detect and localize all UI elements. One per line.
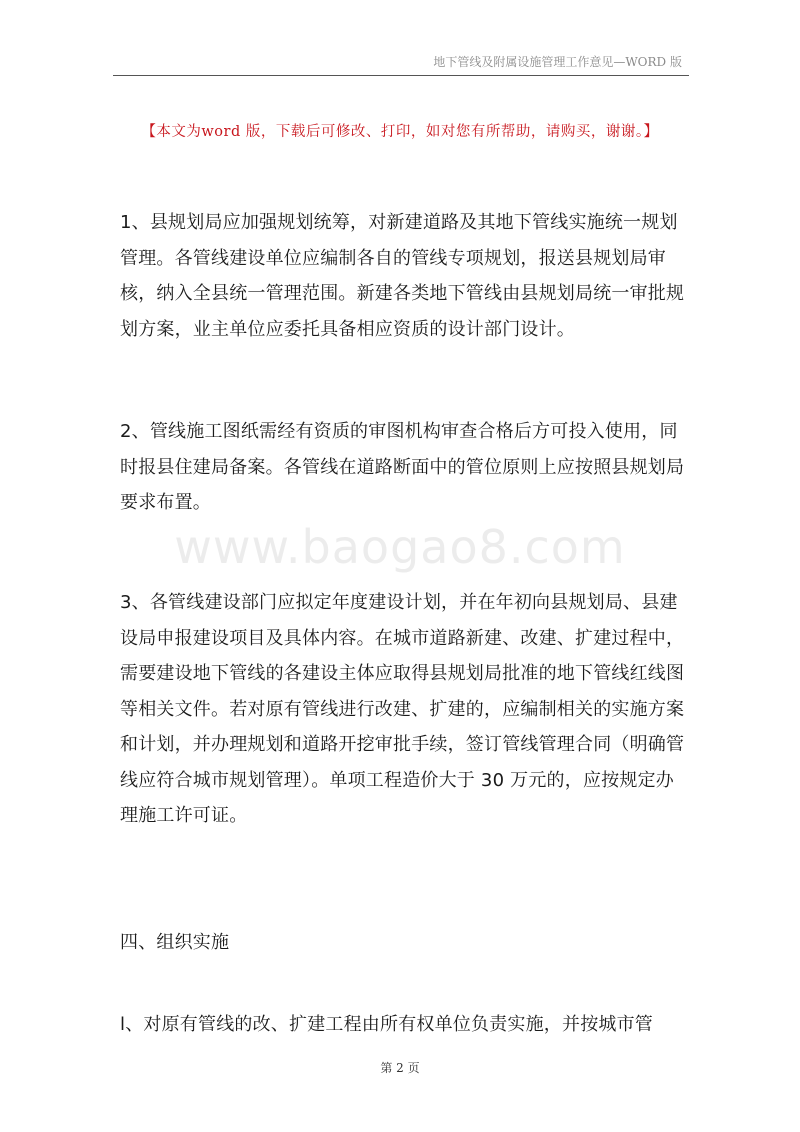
- paragraph-2: 2、管线施工图纸需经有资质的审图机构审查合格后方可投入使用，同时报县住建局备案。各管线在道路断面中的管位原则上应按照县规划局要求布置。: [120, 421, 685, 513]
- running-header: 地下管线及附属设施管理工作意见—WORD 版: [433, 55, 682, 69]
- word-version-notice: 【本文为word 版，下载后可修改、打印，如对您有所帮助，请购买，谢谢。】: [141, 124, 659, 140]
- section-paragraph: l、对原有管线的改、扩建工程由所有权单位负责实施，并按城市管: [120, 1014, 653, 1035]
- section-heading: 四、组织实施: [120, 932, 230, 953]
- page-number: 第 2 页: [380, 1061, 420, 1075]
- watermark: www.baogao8.com: [174, 520, 626, 574]
- paragraph-3: 3、各管线建设部门应拟定年度建设计划，并在年初向县规划局、县建设局申报建设项目及具体内容。在城市道路新建、改建、扩建过程中，需要建设地下管线的各建设主体应取得县规划局批准的地下管线红线图等相关文件。若对原有管线进行改建、扩建的，应编制相关的实施方案和计划，并办理规划和道路开挖审批手续，签订管线管理合同（明确管线应符合城市规划管理）。单项工程造价大于 30 万元的，应按规定办理施工许可证。: [120, 592, 685, 826]
- header-divider: [113, 75, 689, 76]
- paragraph-1: 1、县规划局应加强规划统筹，对新建道路及其地下管线实施统一规划管理。各管线建设单位应编制各自的管线专项规划，报送县规划局审核，纳入全县统一管理范围。新建各类地下管线由县规划局统一审批规划方案，业主单位应委托具备相应资质的设计部门设计。: [120, 212, 685, 340]
